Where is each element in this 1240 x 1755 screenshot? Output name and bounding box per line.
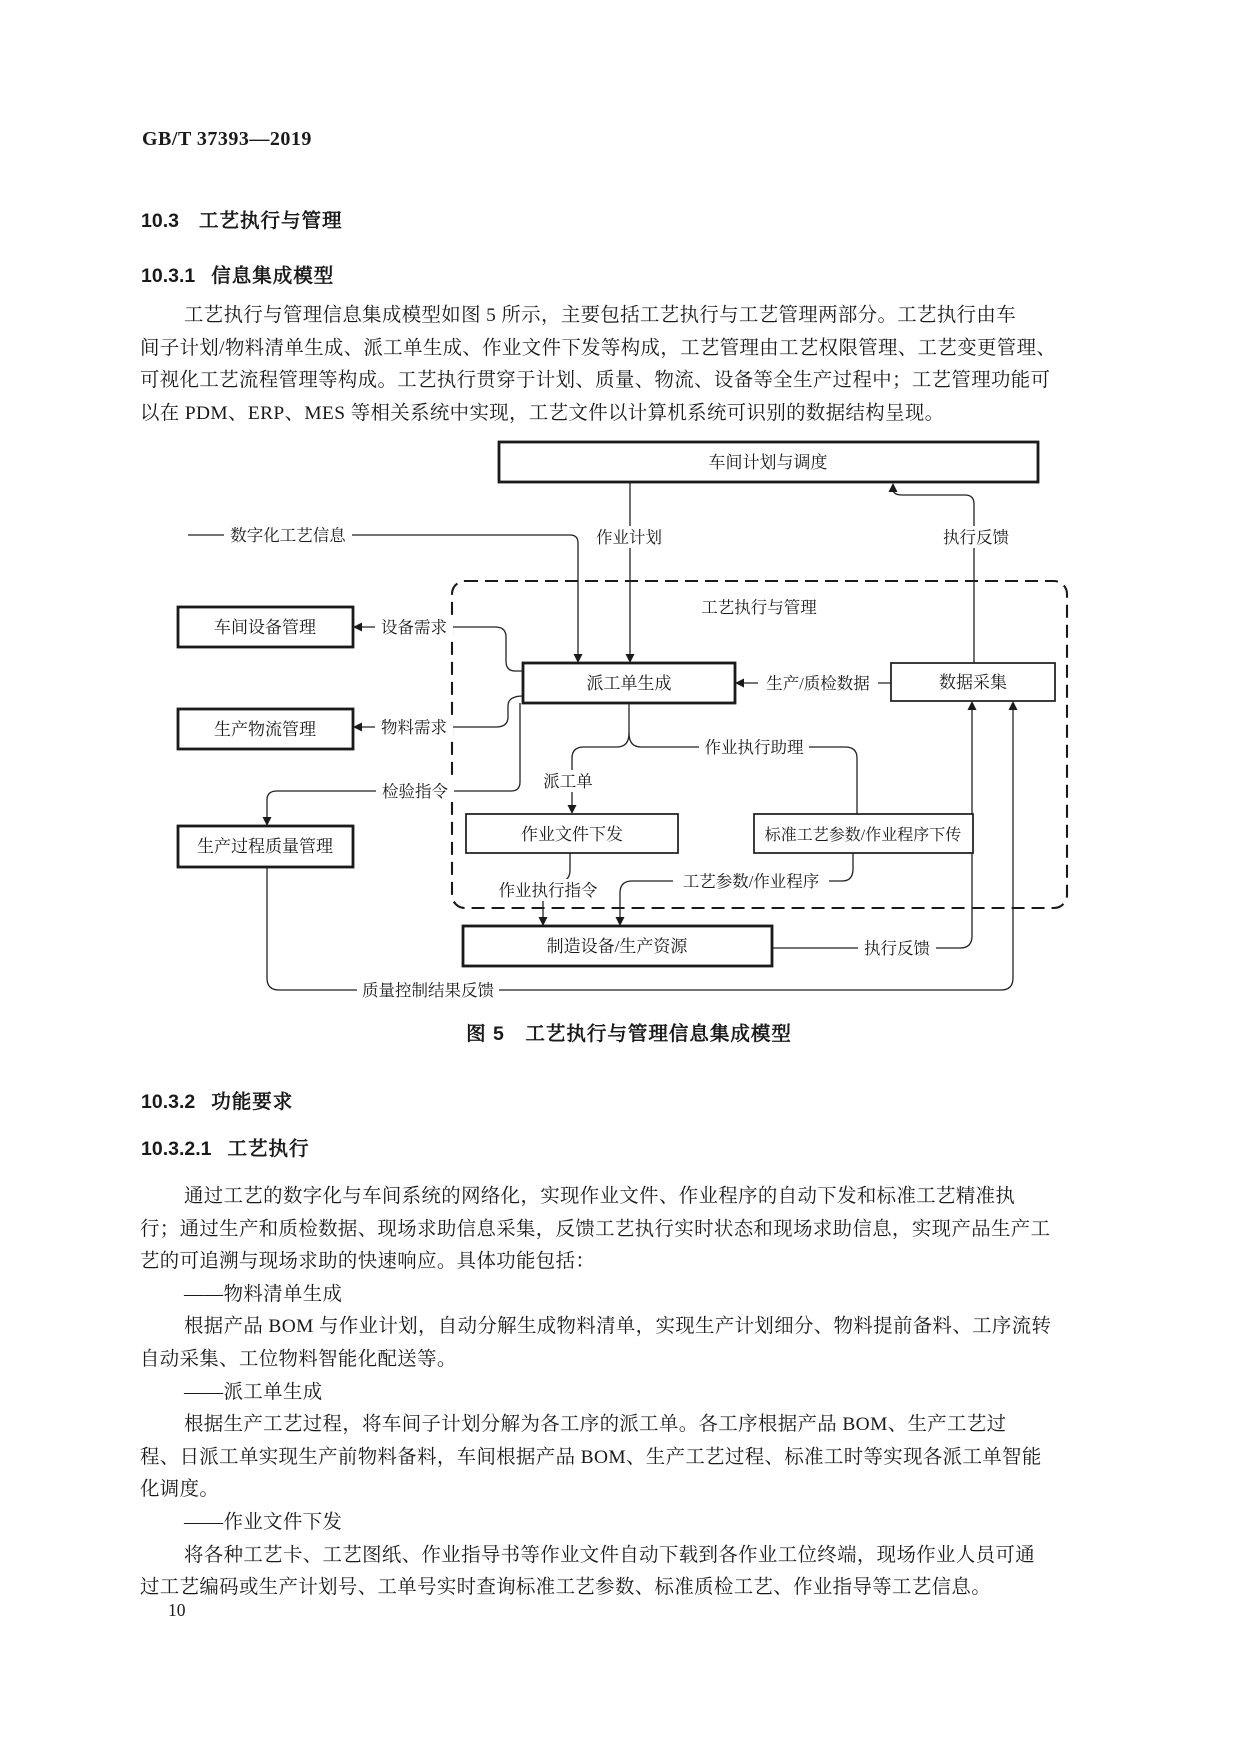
svg-text:物料需求: 物料需求 xyxy=(381,718,447,737)
section-title: 功能要求 xyxy=(211,1091,294,1113)
arrowhead xyxy=(568,805,577,814)
figure-caption-text: 图 5 工艺执行与管理信息集成模型 xyxy=(466,1023,792,1045)
section-number: 10.3.2 xyxy=(141,1091,196,1113)
text-line: 可视化工艺流程管理等构成。工艺执行贯穿于计划、质量、物流、设备等全生产过程中；工艺管理功能可 xyxy=(140,370,1051,392)
text-line: 艺的可追溯与现场求助的快速响应。具体功能包括： xyxy=(140,1251,596,1273)
svg-text:作业文件下发: 作业文件下发 xyxy=(521,825,623,844)
edge-label-digital-info xyxy=(224,524,352,546)
section-number: 10.3.2.1 xyxy=(141,1138,212,1160)
text-line: 通过工艺的数字化与车间系统的网络化，实现作业文件、作业程序的自动下发和标准工艺精准执 xyxy=(184,1186,1016,1207)
svg-text:标准工艺参数/作业程序下传: 标准工艺参数/作业程序下传 xyxy=(764,827,962,844)
edge-label-equip-need xyxy=(375,616,453,638)
page-number: 10 xyxy=(168,1600,186,1620)
diagram-box-doc-issue xyxy=(466,814,678,853)
edge-label-exec-feedback-bottom xyxy=(858,937,936,959)
diagram-box-std-param xyxy=(754,814,973,853)
diagram-box-logistics xyxy=(178,709,353,749)
diagram-box-quality xyxy=(178,826,353,867)
svg-text:数字化工艺信息: 数字化工艺信息 xyxy=(230,526,346,545)
svg-text:作业执行助理: 作业执行助理 xyxy=(704,738,804,757)
diagram-box-equipment xyxy=(178,607,353,647)
arrowhead xyxy=(889,483,898,492)
section-heading-10-3-1 xyxy=(141,260,334,288)
standard-number: GB/T 37393—2019 xyxy=(142,128,312,150)
diagram-box-data-acq xyxy=(891,663,1055,701)
text-line: 将各种工艺卡、工艺图纸、作业指导书等作业文件自动下载到各作业工位终端，现场作业人员可通 xyxy=(184,1544,1035,1566)
svg-text:车间设备管理: 车间设备管理 xyxy=(214,618,316,637)
edge-label-exec-instr xyxy=(493,879,603,901)
diagram-box-dispatch xyxy=(523,663,735,703)
connector-exec-feedback-top xyxy=(893,489,974,663)
section-heading-10-3 xyxy=(141,205,342,233)
text-line: ——物料清单生成 xyxy=(184,1283,343,1305)
section-title: 工艺执行与管理 xyxy=(198,210,343,232)
text-line: ——作业文件下发 xyxy=(184,1511,343,1533)
region-label: 工艺执行与管理 xyxy=(701,598,817,617)
edge-label-param-prog xyxy=(673,870,829,892)
svg-text:数据采集: 数据采集 xyxy=(939,673,1007,692)
text-line: 化调度。 xyxy=(140,1479,220,1501)
section-title: 信息集成模型 xyxy=(211,265,335,287)
svg-text:作业执行指令: 作业执行指令 xyxy=(498,881,598,900)
arrowhead xyxy=(968,701,977,710)
text-line: 根据生产工艺过程，将车间子计划分解为各工序的派工单。各工序根据产品 BOM、生产工艺过 xyxy=(184,1414,1007,1436)
text-line: 根据产品 BOM 与作业计划，自动分解生成物料清单，实现生产计划细分、物料提前备料、工序流转 xyxy=(184,1316,1052,1338)
text-line: 行；通过生产和质检数据、现场求助信息采集，反馈工艺执行实时状态和现场求助信息，实现产品生产工 xyxy=(140,1218,1051,1240)
edge-label-exec-feedback-top xyxy=(937,526,1015,548)
text-line: ——派工单生成 xyxy=(184,1381,323,1403)
svg-text:派工单: 派工单 xyxy=(543,772,593,791)
paragraph-2 xyxy=(140,1181,1125,1605)
text-line: 以在 PDM、ERP、MES 等相关系统中实现，工艺文件以计算机系统可识别的数据结构呈现。 xyxy=(140,402,945,424)
svg-text:设备需求: 设备需求 xyxy=(381,618,447,637)
diagram-box-plan xyxy=(499,442,1038,482)
svg-text:检验指令: 检验指令 xyxy=(382,782,448,801)
text-line: 自动采集、工位物料智能化配送等。 xyxy=(140,1348,457,1370)
svg-text:生产/质检数据: 生产/质检数据 xyxy=(766,674,870,693)
edge-label-prod-qc-data xyxy=(758,672,878,694)
svg-text:执行反馈: 执行反馈 xyxy=(943,528,1009,547)
paragraph-1 xyxy=(140,300,1125,430)
text-line: 间子计划/物料清单生成、派工单生成、作业文件下发等构成，工艺管理由工艺权限管理、工艺变更管理、 xyxy=(140,337,1057,359)
text-line: 过工艺编码或生产计划号、工单号实时查询标准工艺参数、标准质检工艺、作业指导等工艺信息。 xyxy=(140,1577,991,1599)
text-line: 工艺执行与管理信息集成模型如图 5 所示，主要包括工艺执行与工艺管理两部分。工艺执行由车 xyxy=(184,305,1017,326)
figure-diagram xyxy=(0,420,1240,1060)
edge-label-inspect-cmd xyxy=(376,780,454,802)
svg-text:执行反馈: 执行反馈 xyxy=(864,939,930,958)
svg-text:制造设备/生产资源: 制造设备/生产资源 xyxy=(546,937,688,956)
svg-text:工艺参数/作业程序: 工艺参数/作业程序 xyxy=(682,872,820,891)
svg-text:车间计划与调度: 车间计划与调度 xyxy=(708,453,828,472)
text-line: 程、日派工单实现生产前物料备料，车间根据产品 BOM、生产工艺过程、标准工时等实现各派工单智能 xyxy=(140,1446,1042,1468)
section-number: 10.3.1 xyxy=(141,265,196,287)
edge-label-material-need xyxy=(375,716,453,738)
figure-caption xyxy=(0,1018,1240,1046)
section-number: 10.3 xyxy=(141,210,179,232)
svg-text:派工单生成: 派工单生成 xyxy=(586,674,672,693)
svg-text:生产物流管理: 生产物流管理 xyxy=(214,720,316,739)
diagram-box-mfg xyxy=(463,926,772,966)
svg-text:作业计划: 作业计划 xyxy=(596,528,662,547)
section-heading-10-3-2 xyxy=(141,1086,293,1114)
edge-label-work-assist xyxy=(699,736,809,758)
section-heading-10-3-2-1 xyxy=(141,1133,310,1161)
edge-label-work-plan xyxy=(590,526,668,548)
svg-text:质量控制结果反馈: 质量控制结果反馈 xyxy=(362,981,494,1000)
edge-label-dispatch-order xyxy=(537,770,599,792)
svg-text:生产过程质量管理: 生产过程质量管理 xyxy=(197,837,333,856)
arrowhead xyxy=(1009,701,1018,710)
edge-label-quality-feedback xyxy=(357,979,499,1001)
section-title: 工艺执行 xyxy=(227,1138,310,1160)
